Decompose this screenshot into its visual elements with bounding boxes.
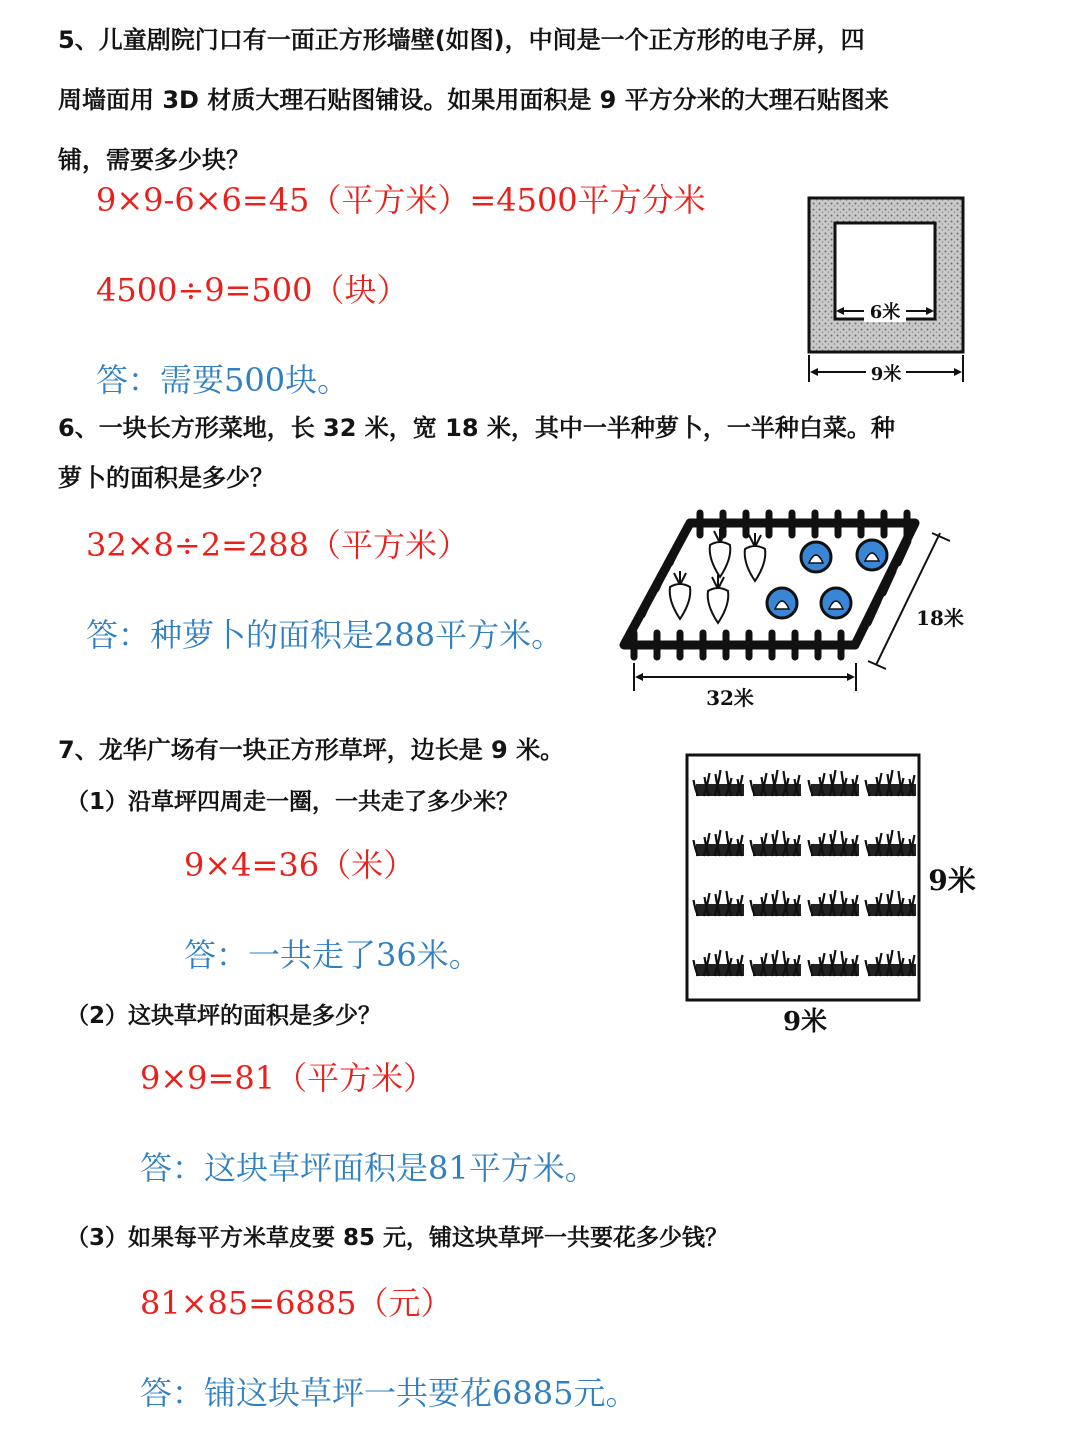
problem7-intro: 7、龙华广场有一块正方形草坪，边长是 9 米。 [58, 736, 565, 764]
lawn-bottom-label: 9米 [782, 1007, 828, 1037]
problem7-sub2-question: （2）这块草坪的面积是多少？ [66, 1003, 382, 1029]
problem7-sub3-calc: 81×85=6885（元） [140, 1284, 453, 1322]
square-lawn-figure [680, 750, 990, 1050]
problem6-answer: 答：种萝卜的面积是288平方米。 [86, 616, 564, 654]
problem7-sub3-question: （3）如果每平方米草皮要 85 元，铺这块草坪一共要花多少钱？ [66, 1225, 729, 1251]
length-label: 32米 [706, 686, 754, 710]
problem7-sub2-calc: 9×9=81（平方米） [140, 1059, 436, 1097]
problem7-sub1-answer: 答：一共走了36米。 [184, 936, 481, 974]
cabbage-icon [767, 588, 797, 618]
radish-icon [710, 529, 731, 577]
fence [624, 513, 915, 657]
radish-icon [708, 575, 729, 623]
inner-side-label: 6米 [869, 302, 901, 323]
radish-icon [670, 571, 691, 619]
problem5-line3: 铺，需要多少块？ [58, 146, 250, 174]
radish-icon [745, 533, 766, 581]
lawn-side-label: 9米 [928, 864, 976, 897]
problem7-sub1-calc: 9×4=36（米） [184, 846, 416, 884]
problem6-calc1: 32×8÷2=288（平方米） [86, 526, 469, 564]
problem7-sub3-answer: 答：铺这块草坪一共要花6885元。 [140, 1374, 638, 1412]
problem5-line1: 5、儿童剧院门口有一面正方形墙壁(如图)，中间是一个正方形的电子屏，四 [58, 26, 865, 54]
vegetable-garden-figure [610, 505, 990, 720]
square-wall-figure [800, 190, 980, 390]
cabbage-icon [821, 588, 851, 618]
width-label: 18米 [916, 606, 964, 630]
problem5-calc2: 4500÷9=500（块） [96, 271, 409, 309]
outer-side-label: 9米 [870, 364, 902, 385]
problem6-line2: 萝卜的面积是多少？ [58, 464, 274, 492]
cabbage-icon [801, 542, 831, 572]
problem5-line2: 周墙面用 3D 材质大理石贴图铺设。如果用面积是 9 平方分米的大理石贴图来 [58, 86, 889, 114]
problem7-sub2-answer: 答：这块草坪面积是81平方米。 [140, 1149, 597, 1187]
problem5-answer: 答：需要500块。 [96, 361, 350, 399]
problem5-calc1: 9×9-6×6=45（平方米）=4500平方分米 [96, 181, 706, 219]
cabbage-icon [857, 540, 887, 570]
problem6-line1: 6、一块长方形菜地，长 32 米，宽 18 米，其中一半种萝卜，一半种白菜。种 [58, 414, 895, 442]
problem7-sub1-question: （1）沿草坪四周走一圈，一共走了多少米？ [66, 789, 520, 815]
